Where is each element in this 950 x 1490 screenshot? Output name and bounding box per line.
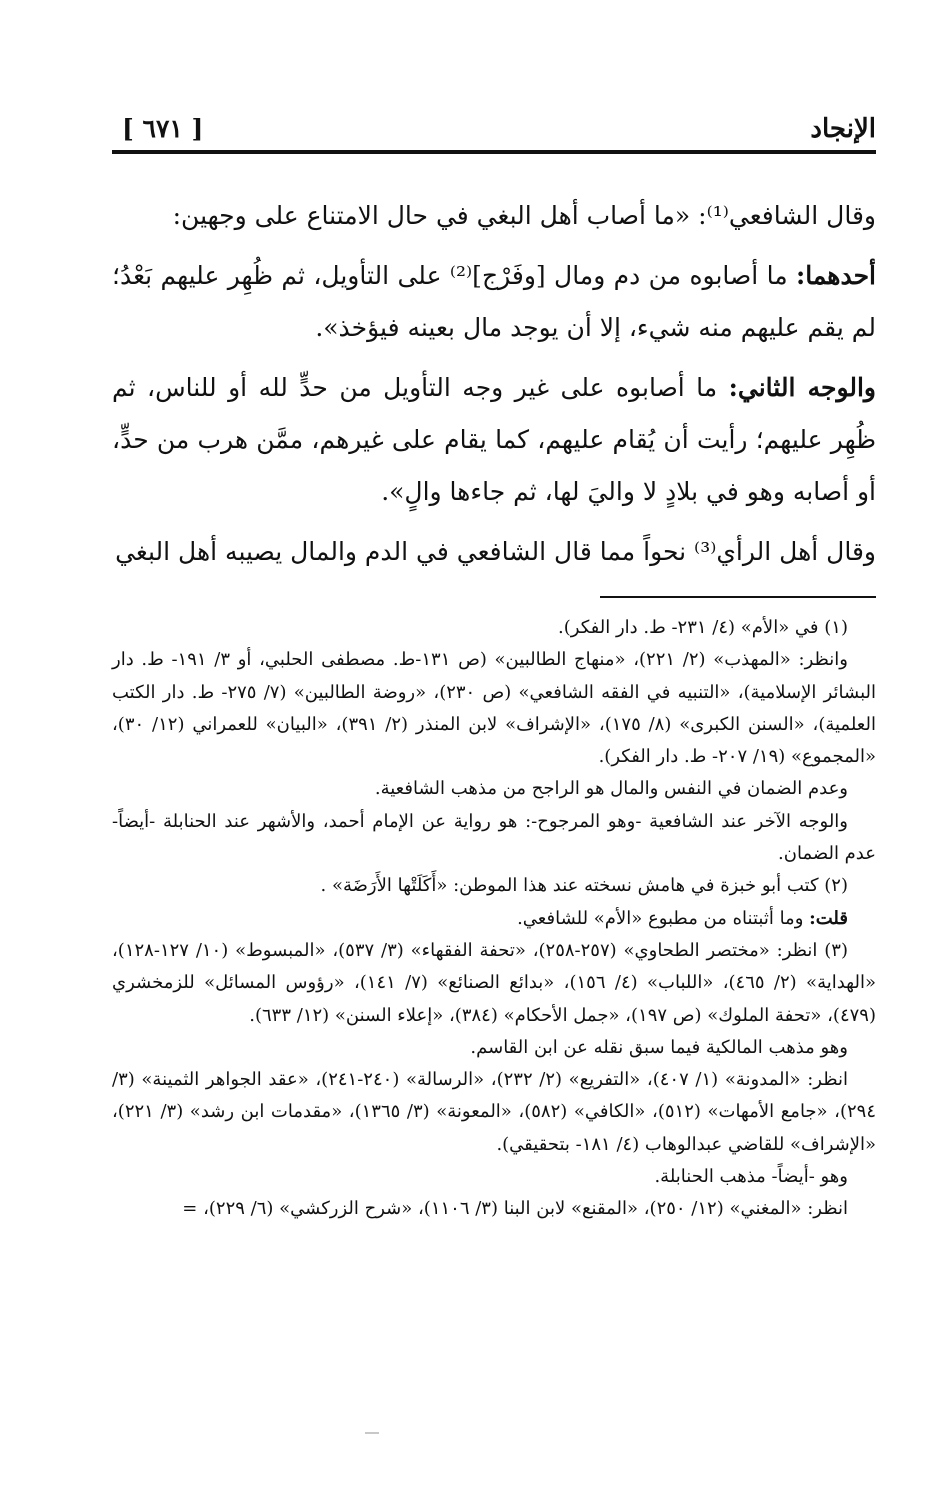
header-rule xyxy=(112,150,876,154)
section-title: الإنجاد xyxy=(810,114,876,144)
main-text xyxy=(112,190,876,586)
footnote-1-references: وانظر: «المهذب» (٢/ ٢٢١)، «منهاج الطالبين» (ص ١٣١-ط. مصطفى الحلبي، أو ٣/ ١٩١- ط. دار البشائر الإسلامية)، «التنبيه في الفقه الشافعي» (ص ٢٣٠)، «روضة الطالبين» (٧/ ٢٧٥- ط. دار الكتب العلمية)، «السنن الكبرى» (٨/ ١٧٥)، «الإشراف» لابن المنذر (٢/ ٣٩١)، «البيان» للعمراني (١٢/ ٣٠)، «المجموع» (١٩/ ٢٠٧- ط. دار الفكر). xyxy=(112,649,876,768)
footnote-1-note: والوجه الآخر عند الشافعية -وهو المرجوح-: هو رواية عن الإمام أحمد، والأشهر عند الحنابلة -أيضاً- عدم الضمان. xyxy=(112,810,876,865)
paragraph-lead: والوجه الثاني: xyxy=(728,373,876,402)
footnote-3-note: وهو -أيضاً- مذهب الحنابلة. xyxy=(654,1166,848,1188)
paragraph-text: ما أصابوه من دم ومال [وفَرْج]⁽²⁾ على التأويل، ثم ظُهِر عليهم بَعْدُ؛ لم يقم عليهم منه شيء، إلا أن يوجد مال بعينه فيؤخذ». xyxy=(112,261,876,342)
page-number: [ ٦٧١ ] xyxy=(122,114,204,143)
scan-mark xyxy=(365,1432,379,1434)
footnote-3-references: انظر: «المدونة» (١/ ٤٠٧)، «التفريع» (٢/ ٢٣٢)، «الرسالة» (٢٤٠-٢٤١)، «عقد الجواهر الثمينة» (٣/ ٢٩٤)، «جامع الأمهات» (٥١٢)، «الكافي» (٥٨٢)، «المعونة» (٣/ ١٣٦٥)، «مقدمات ابن رشد» (٣/ ٢٢١)، «الإشراف» للقاضي عبدالوهاب (٤/ ١٨١- بتحقيقي). xyxy=(112,1069,877,1155)
paragraph-shafii-quote: وقال الشافعي⁽¹⁾: «ما أصاب أهل البغي في حال الامتناع على وجهين: xyxy=(172,201,876,230)
paragraph-first-case xyxy=(112,250,876,354)
paragraph-lead: أحدهما: xyxy=(795,261,876,290)
footnote-separator xyxy=(600,596,876,598)
footnote-1-note: وعدم الضمان في النفس والمال هو الراجح من مذهب الشافعية. xyxy=(374,778,848,800)
footnote-3-references: انظر: «المغني» (١٢/ ٢٥٠)، «المقنع» لابن البنا (٣/ ١١٠٦)، «شرح الزركشي» (٦/ ٢٢٩)، = xyxy=(182,1198,848,1220)
note-text: وما أثبتناه من مطبوع «الأم» للشافعي. xyxy=(517,907,810,929)
footnote-3: (٣) انظر: «مختصر الطحاوي» (٢٥٧-٢٥٨)، «تحفة الفقهاء» (٣/ ٥٣٧)، «المبسوط» (١٠/ ١٢٧-١٢٨)، «الهداية» (٢/ ٤٦٥)، «اللباب» (٤/ ١٥٦)، «بدائع الصنائع» (٧/ ١٤١)، «رؤوس المسائل» للزمخشري (٤٧٩)، «تحفة الملوك» (ص ١٩٧)، «جمل الأحكام» (٣٨٤)، «إعلاء السنن» (١٢/ ٦٣٣). xyxy=(112,939,876,1026)
footnotes xyxy=(112,612,876,1226)
paragraph-second-case xyxy=(112,362,876,518)
footnote-1: (١) في «الأم» (٤/ ٢٣١- ط. دار الفكر). xyxy=(558,617,848,638)
paragraph-ahl-al-ray: وقال أهل الرأي⁽³⁾ نحواً مما قال الشافعي في الدم والمال يصيبه أهل البغي xyxy=(115,537,876,566)
footnote-2: (٢) كتب أبو خبزة في هامش نسخته عند هذا الموطن: «أَكَلَتْها الأَرَضَة» . xyxy=(320,875,848,897)
running-header xyxy=(112,112,876,150)
footnote-3-note: وهو مذهب المالكية فيما سبق نقله عن ابن القاسم. xyxy=(470,1036,848,1058)
note-lead: قلت: xyxy=(809,907,848,929)
paragraph-text: ما أصابوه على غير وجه التأويل من حدٍّ لله أو للناس، ثم ظُهِر عليهم؛ رأيت أن يُقام عليهم، كما يقام على غيرهم، ممَّن هرب من حدٍّ، أو أصابه وهو في بلادٍ لا واليَ لها، ثم جاءها والٍ». xyxy=(112,373,876,506)
footnote-2-note xyxy=(112,903,876,935)
